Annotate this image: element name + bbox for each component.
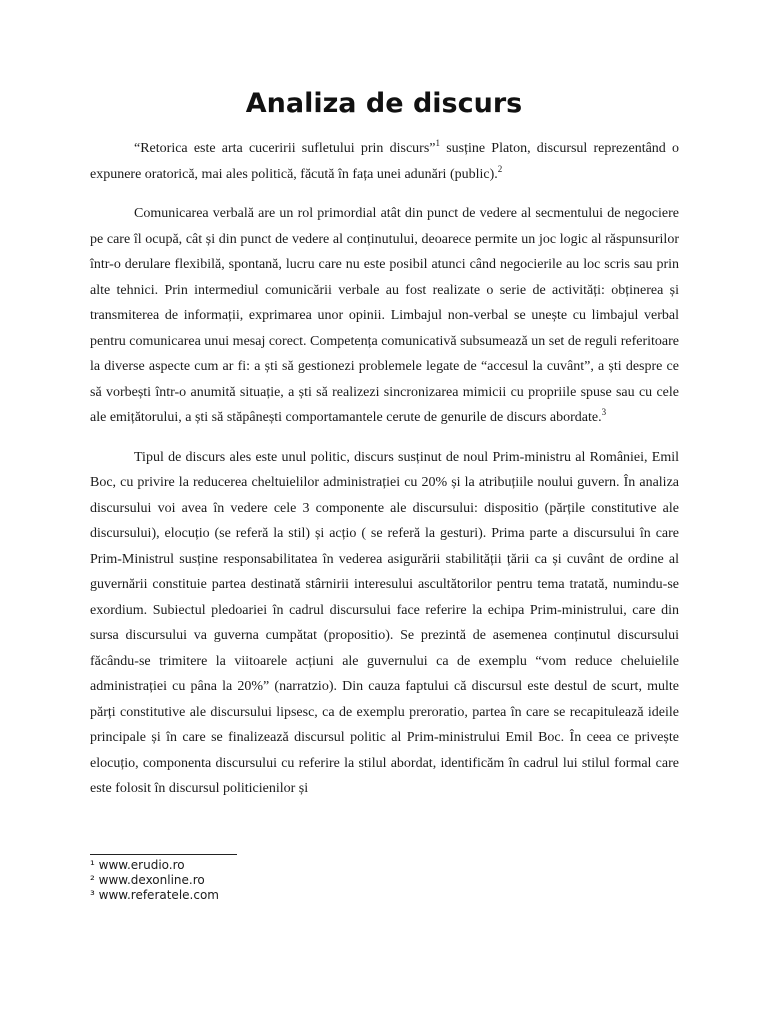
paragraph-verbal-communication-text: Comunicarea verbală are un rol primordial atât din punct de vedere al secmentului de negociere pe care îl ocupă, cât și din punct de vedere al conținutului, deoarece permite un joc logic al răspunsurilor într-o derulare flexibilă, spontană, lucru care nu este posibil atunci când negocierile au loc scris sau prin alte tehnici. Prin intermediul comunicării verbale au fost realizate o serie de activități: obținerea și transmiterea de informații, exprimarea unor opinii. Limbajul non-verbal se unește cu limbajul verbal pentru comunicarea unui mesaj corect. Competența comunicativă subsumează un set de reguli referitoare la diverse aspecte cum ar fi: a ști să gestionezi problemele legate de “accesul la cuvânt”, a ști despre ce să vorbești într-o anumită situație, a ști să realizezi sincronizarea mimicii cu propriile spuse sau cu cele ale emițătorului, a ști să stăpânești comportamantele cerute de genurile de discurs abordate. (90, 206, 679, 425)
footnote-1: ¹ www.erudio.ro (90, 858, 185, 872)
paragraph-intro-rest: susține Platon, discursul reprezentând o expunere oratorică, mai ales politică, făcută în fața unei adunări (public). (90, 141, 679, 182)
footnote-2: ² www.dexonline.ro (90, 873, 205, 887)
document-body (90, 136, 679, 816)
paragraph-discourse-analysis (90, 445, 679, 802)
page-title: Analiza de discurs (245, 88, 523, 119)
footnotes-section (90, 854, 390, 903)
footnote-ref-3: 3 (601, 407, 607, 417)
paragraph-verbal-communication (90, 201, 679, 431)
footnote-ref-2: 2 (497, 163, 503, 174)
paragraph-discourse-analysis-text: Tipul de discurs ales este unul politic, discurs susținut de noul Prim-ministru al României, Emil Boc, cu privire la reducerea cheltuielilor administrației cu 20% și la atribuțiile noului guvern. În analiza discursului voi avea în vedere cele 3 componente ale discursului: dispositio (părțile constitutive ale discursului), elocuțio (se referă la stil) și acțio ( se referă la gesturi). Prima parte a discursului în care Prim-Ministrul susține responsabilitatea în vederea asigurării stabilității țării ca și cuvânt de ordine al guvernării constituie partea destinată stârnirii interesului ascultătorilor pentru tema tratată, numindu-se exordium. Subiectul pledoariei în cadrul discursului face referire la echipa Prim-ministrului, care din sursa discursului va guverna cumpătat (propositio). Se prezintă de asemenea conținutul discursului făcându-se trimitere la viitoarele acțiuni ale guvernului ca de exemplu “vom reduce cheluielile administrației cu pâna la 20%” (narratzio). Din cauza faptului că discursul este destul de scurt, multe părți constitutive ale discursului lipsesc, ca de exemplu preroratio, partea în care se recapitulează ideile principale și în care se finalizează discursul politic al Prim-ministrului Emil Boc. În ceea ce privește elocuțio, componenta discursului cu referire la stilul abordat, identificăm în cadrul lui stilul formal care este folosit în discursul politicienilor și (90, 449, 679, 796)
footnote-3: ³ www.referatele.com (90, 888, 219, 902)
paragraph-intro (90, 136, 679, 187)
footnote-separator (90, 854, 237, 855)
footnote-ref-1: 1 (435, 138, 441, 148)
paragraph-intro-quote: “Retorica este arta cuceririi sufletului prin discurs” (134, 141, 436, 156)
